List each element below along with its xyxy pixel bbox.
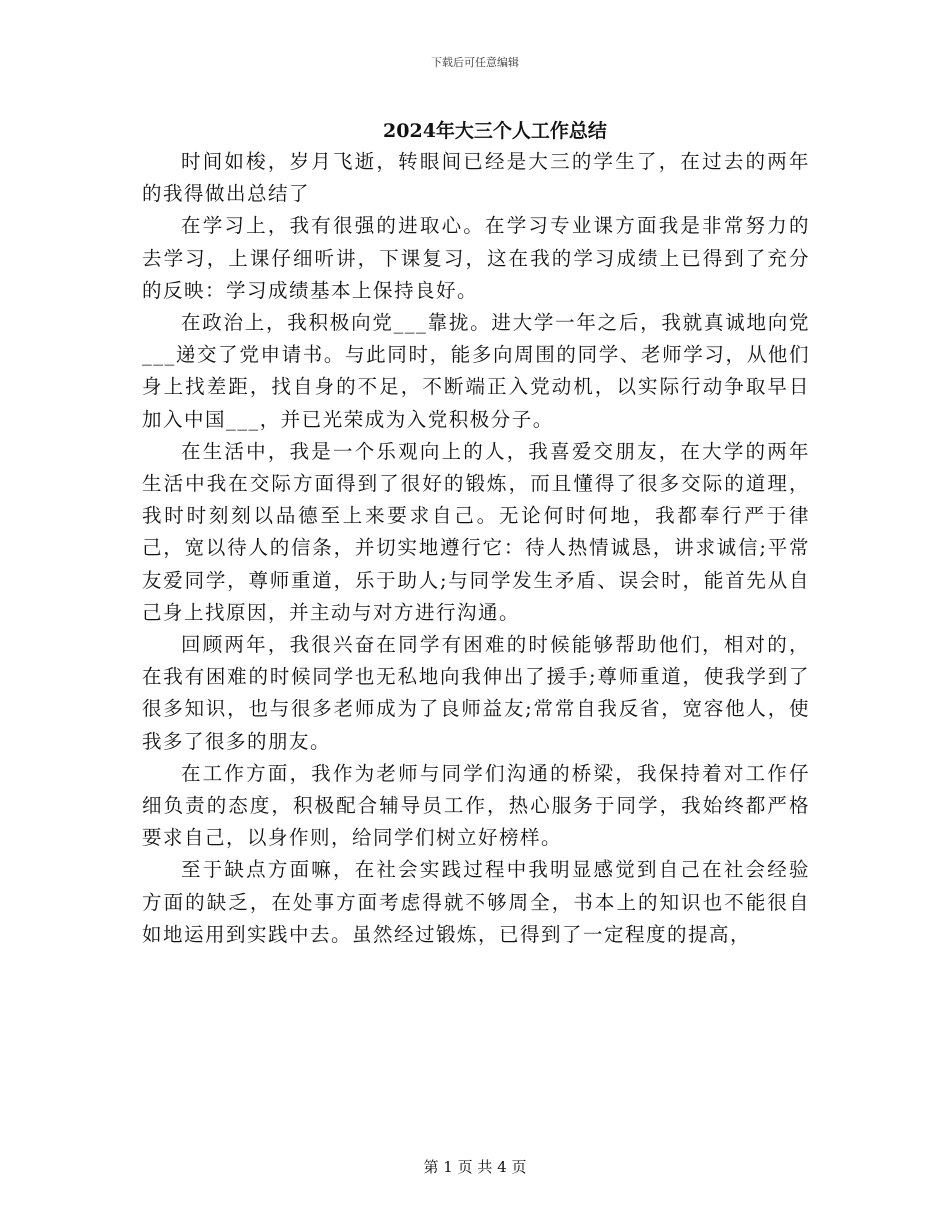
paragraph-shortcomings: 至于缺点方面嘛，在社会实践过程中我明显感觉到自己在社会经验方面的缺乏，在处事方面考虑得就不够周全，书本上的知识也不能很自如地运用到实践中去。虽然经过锻炼，已得到了一定程度的提高， — [142, 858, 810, 946]
document-body — [142, 146, 810, 951]
paragraph-life: 在生活中，我是一个乐观向上的人，我喜爱交朋友，在大学的两年生活中我在交际方面得到了很好的锻炼，而且懂得了很多交际的道理，我时时刻刻以品德至上来要求自己。无论何时何地，我都奉行严于律己，宽以待人的信条，并切实地遵行它：待人热情诚恳，讲求诚信;平常友爱同学，尊师重道，乐于助人;与同学发生矛盾、误会时，能首先从自己身上找原因，并主动与对方进行沟通。 — [142, 439, 810, 624]
header-note: 下载后可任意编辑 — [431, 56, 519, 69]
paragraph-review: 回顾两年，我很兴奋在同学有困难的时候能够帮助他们，相对的，在我有困难的时候同学也无私地向我伸出了援手;尊师重道，使我学到了很多知识，也与很多老师成为了良师益友;常常自我反省，宽容他人，使我多了很多的朋友。 — [142, 633, 810, 753]
paragraph-intro: 时间如梭，岁月飞逝，转眼间已经是大三的学生了，在过去的两年的我得做出总结了 — [142, 150, 810, 206]
paragraph-work: 在工作方面，我作为老师与同学们沟通的桥梁，我保持着对工作仔细负责的态度，积极配合辅导员工作，热心服务于同学，我始终都严格要求自己，以身作则，给同学们树立好榜样。 — [142, 761, 810, 850]
paragraph-politics: 在政治上，我积极向党___靠拢。进大学一年之后，我就真诚地向党___递交了党申请书。与此同时，能多向周围的同学、老师学习，从他们身上找差距，找自身的不足，不断端正入党动机，以实际行动争取早日加入中国___，并已光荣成为入党积极分子。 — [142, 311, 810, 431]
paragraph-study: 在学习上，我有很强的进取心。在学习专业课方面我是非常努力的去学习，上课仔细听讲，下课复习，这在我的学习成绩上已得到了充分的反映：学习成绩基本上保持良好。 — [142, 214, 810, 302]
document-title: 2024年大三个人工作总结 — [383, 120, 607, 142]
page-number: 第 1 页 共 4 页 — [423, 1158, 527, 1176]
